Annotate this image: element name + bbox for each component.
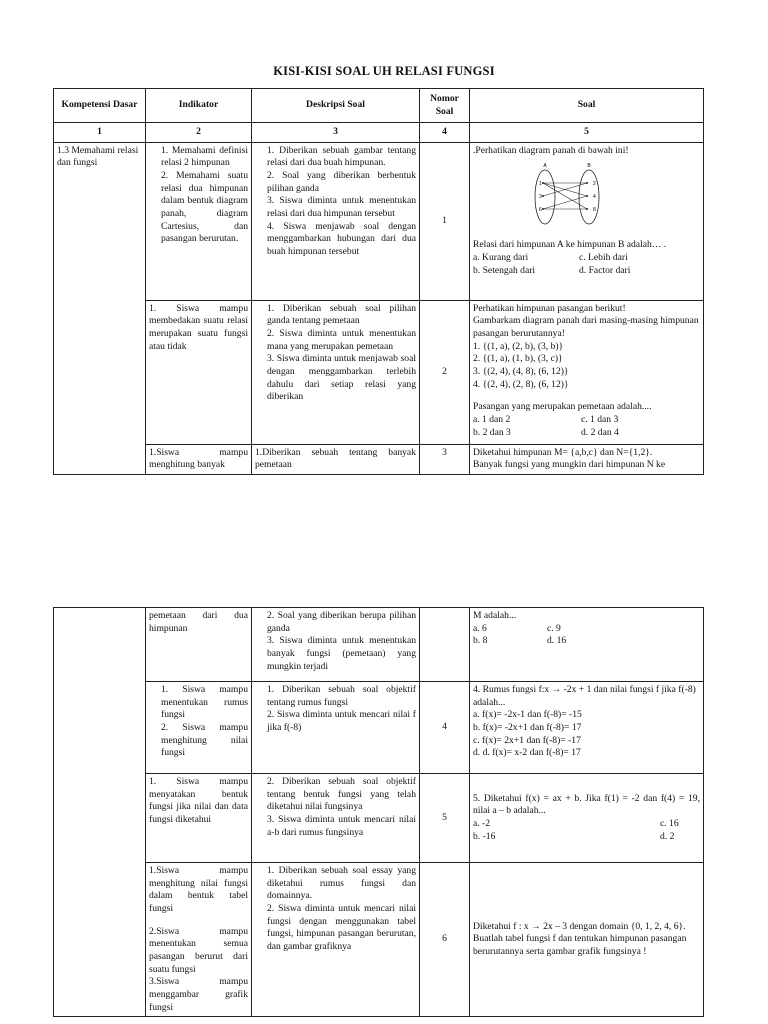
set-a-label: A (543, 163, 547, 170)
col-number: 2 (146, 123, 252, 143)
deskripsi-cell: 1.Diberikan sebuah tentang banyak pemetaan (252, 444, 420, 474)
deskripsi-item: 2. Diberikan sebuah soal objektif tentang bentuk fungsi yang telah diketahui nilai fungsinya (267, 776, 416, 813)
kompetensi-cell: 1.3 Memahami relasi dan fungsi (54, 142, 146, 474)
soal-line: 3. {(2, 4), (4, 8), (6, 12)} (473, 365, 569, 377)
soal-intro: M adalah... (473, 610, 517, 621)
deskripsi-item: 3. Siswa diminta untuk menentukan banyak fungsi (pemetaan) yang mungkin terjadi (267, 635, 416, 672)
indikator-item: 2. Memahami suatu relasi dua himpunan dalam bentuk diagram panah, diagram Cartesius, dan pasangan berurutan. (161, 169, 248, 245)
header-indikator: Indikator (146, 89, 252, 123)
option-d: d. 2 dan 4 (581, 426, 619, 438)
indikator-cell (146, 142, 252, 300)
deskripsi-cell (252, 863, 420, 1017)
kisi-kisi-table-part2 (53, 607, 704, 1017)
col-number: 3 (252, 123, 420, 143)
indikator-cell: 1.Siswa mampu menghitung banyak (146, 444, 252, 474)
soal-intro: 4. Rumus fungsi f:x → -2x + 1 dan nilai fungsi f jika f(-8) adalah... (473, 684, 696, 708)
indikator-item: 1. Siswa mampu menentukan rumus fungsi (161, 684, 248, 721)
table-row (54, 774, 704, 863)
set-b-item: 2 (593, 181, 596, 188)
kompetensi-cell (54, 608, 146, 1017)
option-d: d. 2 (660, 830, 675, 842)
header-kompetensi: Kompetensi Dasar (54, 89, 146, 123)
option-d: d. d. f(x)= x-2 dan f(-8)= 17 (473, 747, 581, 759)
deskripsi-item: 1. Diberikan sebuah soal essay yang diketahui rumus fungsi dan domainnya. (267, 865, 416, 902)
col-number: 5 (470, 123, 704, 143)
deskripsi-item: 3. Siswa diminta untuk menentukan relasi dari dua himpunan tersebut (267, 195, 416, 219)
deskripsi-cell (252, 300, 420, 444)
option-b: b. 2 dan 3 (473, 426, 511, 438)
set-a-ellipse (535, 170, 555, 224)
set-a-item: 6 (539, 207, 542, 214)
option-c: c. 16 (660, 818, 679, 829)
nomor-cell: 1 (420, 142, 470, 300)
option-a: a. f(x)= -2x-1 dan f(-8)= -15 (473, 709, 582, 721)
soal-question: Relasi dari himpunan A ke himpunan B adalah… . (473, 239, 667, 251)
option-c: c. 9 (547, 622, 561, 634)
deskripsi-item: 2. Siswa diminta untuk menentukan mana yang merupakan pemetaan (267, 327, 416, 352)
deskripsi-item: 1. Diberikan sebuah gambar tentang relasi dari dua buah himpunan. (267, 144, 416, 169)
indikator-cell (146, 863, 252, 1017)
indikator-cell (146, 682, 252, 774)
soal-cell (470, 300, 704, 444)
table-row (54, 444, 704, 474)
indikator-cell: pemetaan dari dua himpunan (146, 608, 252, 682)
option-b: b. Setengah dari (473, 264, 536, 276)
header-soal: Soal (470, 89, 704, 123)
indikator-item: 2. Siswa mampu menghitung nilai fungsi (161, 721, 248, 759)
soal-line: Banyak fungsi yang mungkin dari himpunan N ke (473, 459, 666, 471)
option-a: a. Kurang dari (473, 251, 529, 263)
option-b: b. f(x)= -2x+1 dan f(-8)= 17 (473, 721, 582, 733)
kisi-kisi-table-part1 (53, 88, 704, 475)
soal-question: Pasangan yang merupakan pemetaan adalah.... (473, 401, 652, 413)
table-row (54, 142, 704, 300)
soal-cell (470, 774, 704, 863)
deskripsi-item: 4. Siswa menjawab soal dengan menggambarkan hubungan dari dua buah himpunan tersebut (267, 220, 416, 257)
deskripsi-item: 2. Siswa diminta untuk mencari nilai f jika f(-8) (267, 709, 416, 733)
deskripsi-item: 2. Siswa diminta untuk mencari nilai fungsi dengan menggunakan tabel fungsi, himpunan pasangan berurutan, dan gambar grafiknya (267, 902, 416, 952)
option-b: b. -16 (473, 830, 496, 842)
set-b-label: B (587, 163, 591, 170)
soal-cell (470, 142, 704, 300)
soal-cell (470, 682, 704, 774)
set-a-item: 3 (539, 194, 542, 201)
page-title: KISI-KISI SOAL UH RELASI FUNGSI (273, 64, 495, 78)
arrow-diagram (531, 159, 621, 231)
nomor-cell: 3 (420, 444, 470, 474)
set-b-item: 4 (593, 194, 596, 201)
deskripsi-item: 3. Siswa diminta untuk menjawab soal dengan menggambarkan terlebih dahulu dari setiap relasi yang diberikan (267, 353, 416, 403)
soal-line: Perhatikan himpunan pasangan berikut! (473, 302, 626, 314)
header-deskripsi: Deskripsi Soal (252, 89, 420, 123)
option-c: c. 1 dan 3 (581, 413, 619, 425)
set-b-ellipse (579, 170, 599, 224)
nomor-cell (420, 608, 470, 682)
soal-intro: Diketahui f : x → 2x – 3 dengan domain {0, 1, 2, 4, 6}. Buatlah tabel fungsi f dan tentukan himpunan pasangan berurutannya serta gambar grafik fungsinya ! (473, 920, 687, 957)
soal-line: Gambarkam diagram panah dari masing-masing himpunan pasangan berurutannya! (473, 315, 699, 339)
option-a: a. 1 dan 2 (473, 413, 511, 425)
option-d: d. Factor dari (579, 264, 631, 276)
option-a: a. 6 (473, 622, 487, 634)
set-b-item: 8 (593, 207, 596, 214)
deskripsi-item: 2. Soal yang diberikan berbentuk pilihan ganda (267, 169, 416, 194)
nomor-cell: 6 (420, 863, 470, 1017)
soal-cell (470, 608, 704, 682)
deskripsi-item: 3. Siswa diminta untuk mencari nilai a-b dari rumus fungsinya (267, 813, 416, 838)
table-row (54, 300, 704, 444)
indikator-item: 1. Memahami definisi relasi 2 himpunan (161, 144, 248, 169)
table-row (54, 863, 704, 1017)
deskripsi-cell (252, 608, 420, 682)
col-number: 4 (420, 123, 470, 143)
soal-line: 2. {(1, a), (1, b), (3, c)} (473, 353, 563, 365)
deskripsi-cell (252, 142, 420, 300)
option-b: b. 8 (473, 635, 488, 647)
deskripsi-item: 1. Diberikan sebuah soal pilihan ganda tentang pemetaan (267, 302, 416, 327)
soal-cell (470, 444, 704, 474)
option-c: c. f(x)= 2x+1 dan f(-8)= -17 (473, 734, 581, 746)
option-a: a. -2 (473, 818, 491, 829)
option-c: c. Lebih dari (579, 251, 628, 263)
set-a-item: 1 (539, 181, 542, 188)
table-row (54, 682, 704, 774)
deskripsi-cell (252, 774, 420, 863)
deskripsi-item: 1. Diberikan sebuah soal objektif tentang rumus fungsi (267, 684, 416, 708)
soal-line: 1. {(1, a), (2, b), (3, b)} (473, 340, 564, 352)
indikator-item: 3.Siswa mampu menggambar grafik fungsi (149, 976, 248, 1013)
nomor-cell: 5 (420, 774, 470, 863)
indikator-item: 2.Siswa mampu menentukan semua pasangan berurut dari suatu fungsi (149, 925, 248, 975)
col-number: 1 (54, 123, 146, 143)
indikator-cell: 1. Siswa mampu menyatakan bentuk fungsi jika nilai dan data fungsi diketahui (146, 774, 252, 863)
soal-cell (470, 863, 704, 1017)
soal-intro: 5. Diketahui f(x) = ax + b. Jika f(1) = -2 dan f(4) = 19, nilai a – b adalah... (473, 792, 700, 817)
soal-intro: .Perhatikan diagram panah di bawah ini! (473, 144, 629, 156)
deskripsi-cell (252, 682, 420, 774)
nomor-cell: 4 (420, 682, 470, 774)
table-row (54, 608, 704, 682)
soal-line: Diketahui himpunan M= {a,b,c} dan N={1,2}. (473, 446, 653, 458)
indikator-item: 1.Siswa mampu menghitung nilai fungsi dalam bentuk tabel fungsi (149, 865, 248, 914)
header-nomor: Nomor Soal (420, 89, 470, 123)
indikator-cell: 1. Siswa mampu membedakan suatu relasi merupakan suatu fungsi atau tidak (146, 300, 252, 444)
nomor-cell: 2 (420, 300, 470, 444)
deskripsi-item: 2. Soal yang diberikan berupa pilihan ganda (267, 610, 416, 634)
soal-line: 4. {(2, 4), (2, 8), (6, 12)} (473, 378, 569, 390)
option-d: d. 16 (547, 635, 567, 647)
